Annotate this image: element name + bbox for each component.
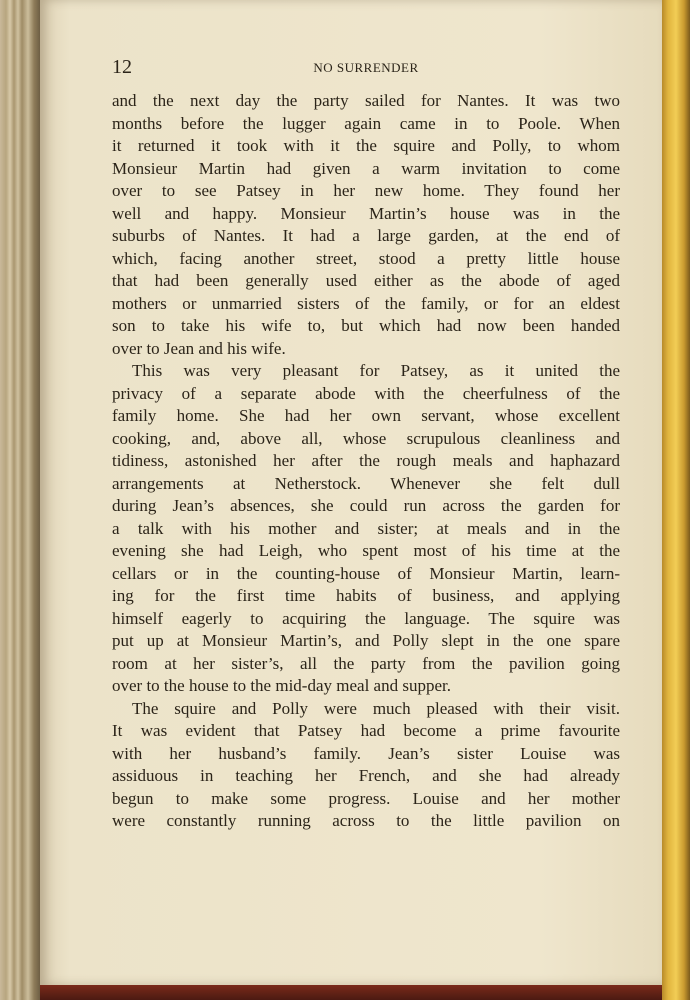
- text-line: son to take his wife to, but which had now been handed: [112, 316, 620, 335]
- paragraph: [112, 360, 620, 698]
- paragraph: [112, 90, 620, 360]
- text-line: evening she had Leigh, who spent most of his time at the: [112, 541, 620, 560]
- book-spine: [0, 0, 40, 1000]
- text-line: put up at Monsieur Martin’s, and Polly slept in the one spare: [112, 631, 620, 650]
- text-line: months before the lugger again came in to Poole. When: [112, 113, 620, 133]
- page-number: 12: [112, 56, 132, 78]
- text-line: over to see Patsey in her new home. They found her: [112, 181, 620, 200]
- book-cover-bottom: [40, 985, 662, 1000]
- running-title: NO SURRENDER: [313, 60, 419, 75]
- text-line: which, facing another street, stood a pretty little house: [112, 248, 620, 268]
- text-line: This was very pleasant for Patsey, as it united the: [132, 361, 620, 380]
- text-line: himself eagerly to acquiring the language. The squire was: [112, 608, 620, 628]
- text-line: it returned it took with it the squire and Polly, to whom: [112, 136, 620, 155]
- text-line: It was evident that Patsey had become a prime favourite: [112, 721, 620, 740]
- text-line: over to the house to the mid-day meal and supper.: [112, 676, 451, 695]
- text-line: were constantly running across to the little pavilion on: [112, 811, 620, 830]
- text-line: The squire and Polly were much pleased with their visit.: [132, 698, 620, 718]
- text-line: well and happy. Monsieur Martin’s house was in the: [112, 203, 620, 223]
- text-line: that had been generally used either as the abode of aged: [112, 271, 620, 290]
- text-line: assiduous in teaching her French, and she had already: [112, 766, 620, 785]
- paragraph: [112, 698, 620, 833]
- text-line: privacy of a separate abode with the cheerfulness of the: [112, 383, 620, 403]
- text-line: family home. She had her own servant, whose excellent: [112, 406, 620, 425]
- text-line: a talk with his mother and sister; at meals and in the: [112, 518, 620, 538]
- text-line: suburbs of Nantes. It had a large garden, at the end of: [112, 226, 620, 245]
- text-line: and the next day the party sailed for Nantes. It was two: [112, 91, 620, 110]
- text-line: cooking, and, above all, whose scrupulous cleanliness and: [112, 428, 620, 448]
- text-line: Monsieur Martin had given a warm invitation to come: [112, 158, 620, 178]
- text-line: arrangements at Netherstock. Whenever she felt dull: [112, 473, 620, 493]
- text-line: cellars or in the counting-house of Monsieur Martin, learn-: [112, 563, 620, 583]
- text-line: tidiness, astonished her after the rough meals and haphazard: [112, 451, 620, 470]
- text-line: room at her sister’s, all the party from the pavilion going: [112, 653, 620, 673]
- text-line: ing for the first time habits of business, and applying: [112, 586, 620, 605]
- gilded-page-edge: [662, 0, 690, 1000]
- text-line: mothers or unmarried sisters of the family, or for an eldest: [112, 293, 620, 313]
- text-line: begun to make some progress. Louise and her mother: [112, 788, 620, 808]
- text-line: during Jean’s absences, she could run across the garden for: [112, 496, 620, 515]
- body-text: [112, 90, 620, 833]
- text-line: with her husband’s family. Jean’s sister Louise was: [112, 743, 620, 763]
- text-line: over to Jean and his wife.: [112, 338, 286, 358]
- page-header: [112, 56, 620, 80]
